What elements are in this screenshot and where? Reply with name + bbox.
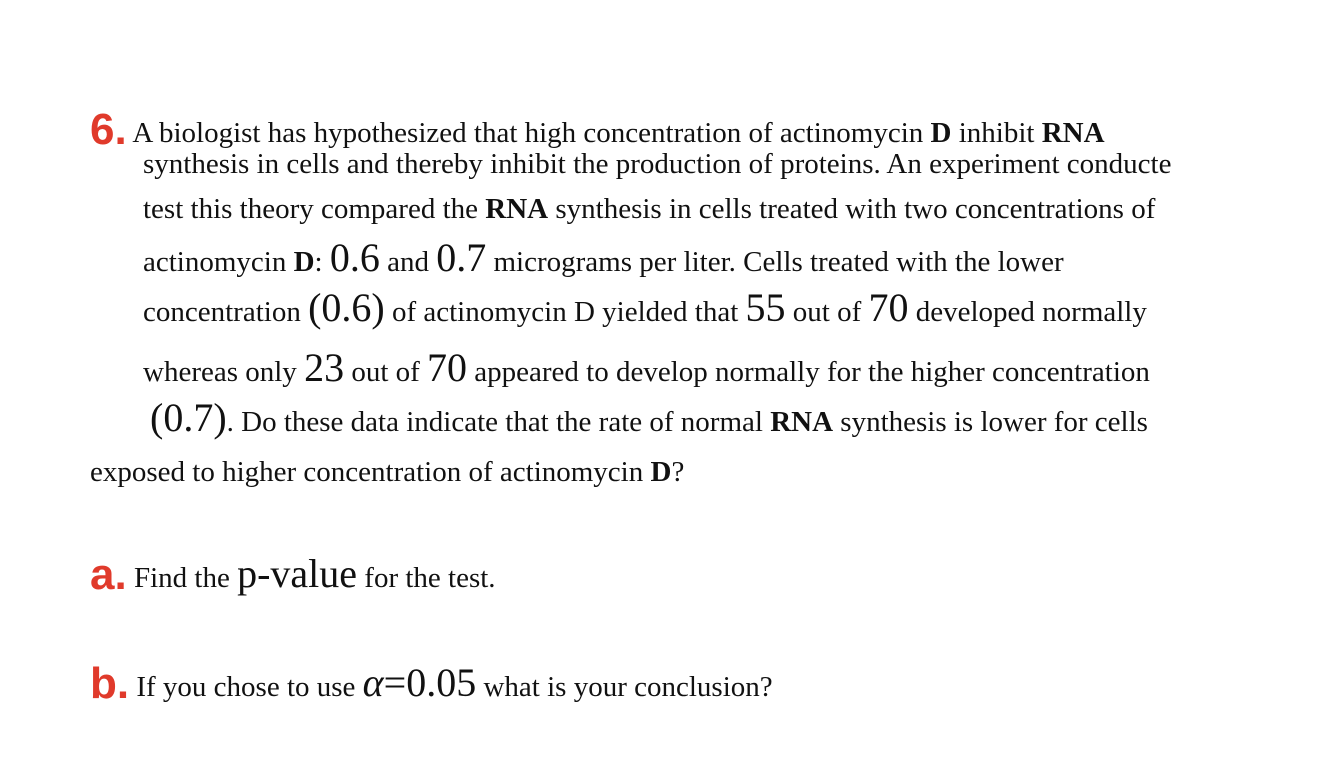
part-b: b. If you chose to use α=0.05 what is your conclusion? xyxy=(90,659,773,708)
problem-line-6: whereas only 23 out of 70 appeared to develop normally for the higher concentration xyxy=(143,345,1150,390)
part-a: a. Find the p-value for the test. xyxy=(90,550,496,599)
p-value-term: p-value xyxy=(237,551,358,596)
problem-line-3: test this theory compared the RNA synthesis in cells treated with two concentrations of xyxy=(143,193,1156,225)
alpha-symbol: α xyxy=(362,660,384,705)
problem-line-7: (0.7). Do these data indicate that the rate of normal RNA synthesis is lower for cells xyxy=(150,395,1148,440)
part-b-label: b. xyxy=(90,659,130,708)
alpha-value: 0.05 xyxy=(406,660,477,705)
problem-number: 6. xyxy=(90,105,127,154)
part-a-label: a. xyxy=(90,550,127,599)
problem-line-4: actinomycin D: 0.6 and 0.7 micrograms per liter. Cells treated with the lower xyxy=(143,235,1064,280)
problem-line-5: concentration (0.6) of actinomycin D yielded that 55 out of 70 developed normally xyxy=(143,285,1147,330)
problem-line-8: exposed to higher concentration of actinomycin D? xyxy=(90,456,685,488)
problem-line-1: 6. A biologist has hypothesized that high concentration of actinomycin D inhibit RNA xyxy=(90,105,1105,154)
problem-line-2: synthesis in cells and thereby inhibit the production of proteins. An experiment conducte xyxy=(143,148,1172,180)
